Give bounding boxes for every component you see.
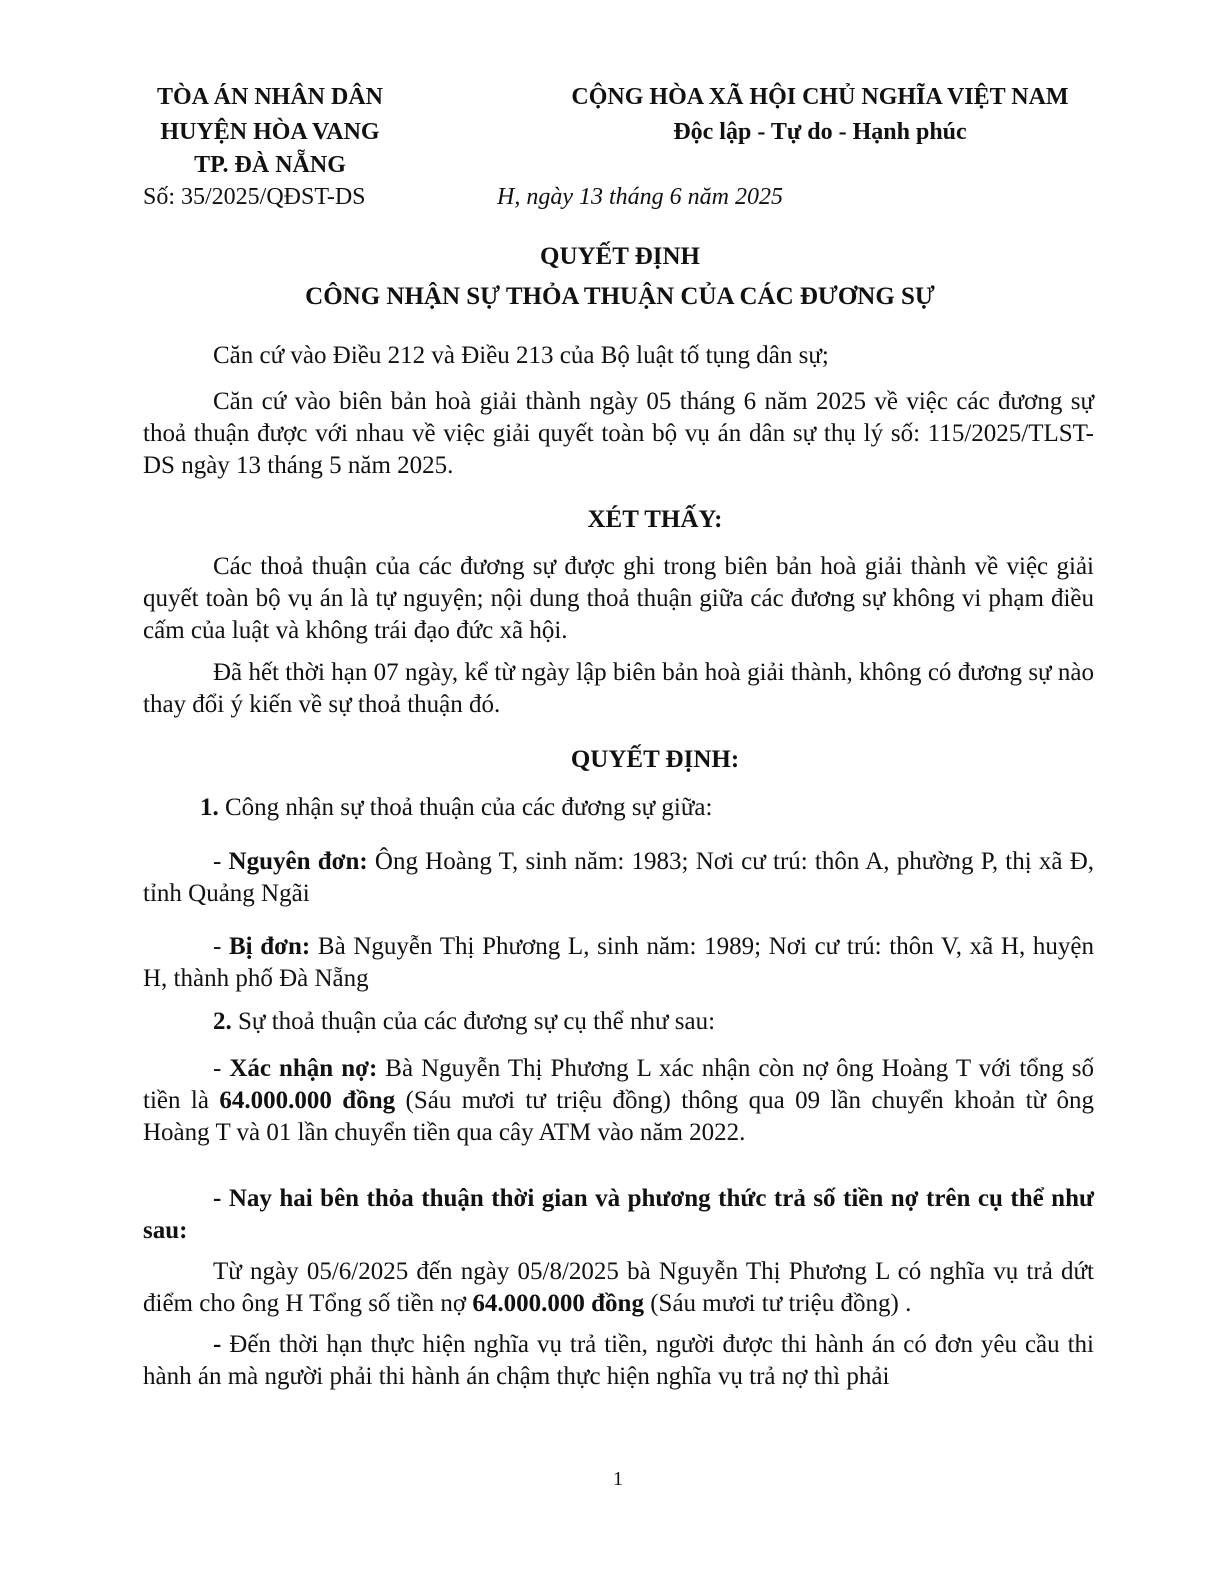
defendant-label: Bị đơn: [229,933,311,960]
late-payment-paragraph [143,1329,1094,1393]
agreement-heading: - Nay hai bên thỏa thuận thời gian và phương thức trả số tiền nợ trên cụ thể như sau: [143,1185,1094,1244]
defendant-text: Bà Nguyễn Thị Phương L, sinh năm: 1989; Nơi cư trú: thôn V, xã H, huyện H, thành phố Đà Nẵng [143,933,1094,992]
debt-text-1: Bà Nguyễn Thị Phương L xác nhận còn nợ ông Hoàng T với tổng số tiền là [143,1055,1095,1114]
plaintiff-paragraph: - Nguyên đơn: Ông Hoàng T, sinh năm: 1983; Nơi cư trú: thôn A, phường P, thị xã Đ, tỉnh Quảng Ngãi [143,848,1095,907]
late-text: Đến thời hạn thực hiện nghĩa vụ trả tiền, người được thi hành án có đơn yêu cầu thi hành án mà người phải thi hành án chậm thực hiện nghĩa vụ trả nợ thì phải [143,1331,1094,1390]
item-2-text: Sự thoả thuận của các đương sự cụ thể như sau: [231,1008,716,1035]
item-2-number: 2. [213,1008,232,1035]
plaintiff-label: Nguyên đơn: [228,848,368,875]
considering-paragraph-1: Các thoả thuận của các đương sự được ghi trong biên bản hoà giải thành về việc giải quyết toàn bộ vụ án là tự nguyện; nội dung thoả thuận giữa các đương sự không vi phạm điều cấm của luật và không trái đạo đức xã hội. [143,553,1094,644]
document-date: H, ngày 13 tháng 6 năm 2025 [497,184,783,210]
payment-text-1: Từ ngày 05/6/2025 đến ngày 05/8/2025 bà Nguyễn Thị Phương L có nghĩa vụ trả dứt điểm cho ông H Tổng số tiền nợ [143,1258,1094,1317]
basis-paragraph-2: Căn cứ vào biên bản hoà giải thành ngày 05 tháng 6 năm 2025 về việc các đương sự thoả thuận được với nhau về việc giải quyết toàn bộ vụ án dân sự thụ lý số: 115/2025/TLST-DS ngày 13 tháng 5 năm 2025. [143,388,1094,479]
court-name-line2: HUYỆN HÒA VANG [160,119,380,145]
document-subtitle: CÔNG NHẬN SỰ THỎA THUẬN CỦA CÁC ĐƯƠNG SỰ [305,283,935,310]
considering-heading: XÉT THẤY: [587,506,723,533]
nation-motto: Độc lập - Tự do - Hạnh phúc [673,119,967,145]
plaintiff-text: Ông Hoàng T, sinh năm: 1983; Nơi cư trú: thôn A, phường P, thị xã Đ, tỉnh Quảng Ngãi [143,848,1095,907]
page-number: 1 [613,1468,623,1490]
decision-heading: QUYẾT ĐỊNH: [570,746,740,773]
payment-paragraph [143,1256,1094,1320]
nation-title: CỘNG HÒA XÃ HỘI CHỦ NGHĨA VIỆT NAM [571,84,1069,110]
payment-text-2: (Sáu mươi tư triệu đồng) . [643,1290,912,1317]
agreement-heading-text: Nay hai bên thỏa thuận thời gian và phương thức trả số tiền nợ trên cụ thể như sau: [143,1185,1094,1244]
late-dash: - [213,1331,222,1358]
court-name-line1: TÒA ÁN NHÂN DÂN [156,84,383,110]
court-name-line3: TP. ĐÀ NẴNG [194,152,346,178]
document-number: Số: 35/2025/QĐST-DS [143,184,366,210]
payment-amount: 64.000.000 đồng [472,1290,644,1317]
debt-amount: 64.000.000 đồng [219,1087,396,1114]
debt-text-2: (Sáu mươi tư triệu đồng) thông qua 09 lần chuyển khoản từ ông Hoàng T và 01 lần chuyển tiền qua cây ATM vào năm 2022. [143,1087,1095,1146]
basis-paragraph-1: Căn cứ vào Điều 212 và Điều 213 của Bộ luật tố tụng dân sự; [213,342,829,369]
debt-confirmation-paragraph: - Xác nhận nợ: Bà Nguyễn Thị Phương L xác nhận còn nợ ông Hoàng T với tổng số tiền là 64.000.000 đồng (Sáu mươi tư triệu đồng) thông qua 09 lần chuyển khoản từ ông Hoàng T và 01 lần chuyển tiền qua cây ATM vào năm 2022. [143,1055,1095,1146]
considering-paragraph-2: Đã hết thời hạn 07 ngày, kể từ ngày lập biên bản hoà giải thành, không có đương sự nào thay đổi ý kiến về sự thoả thuận đó. [143,659,1094,718]
document-title: QUYẾT ĐỊNH [540,243,700,270]
item-1-text: Công nhận sự thoả thuận của các đương sự giữa: [218,794,713,821]
debt-label: Xác nhận nợ: [229,1055,378,1082]
decision-item-1 [143,792,1094,824]
decision-item-2 [143,1006,1094,1038]
defendant-paragraph: - Bị đơn: Bà Nguyễn Thị Phương L, sinh năm: 1989; Nơi cư trú: thôn V, xã H, huyện H, thành phố Đà Nẵng [143,933,1094,992]
item-1-number: 1. [200,794,219,821]
